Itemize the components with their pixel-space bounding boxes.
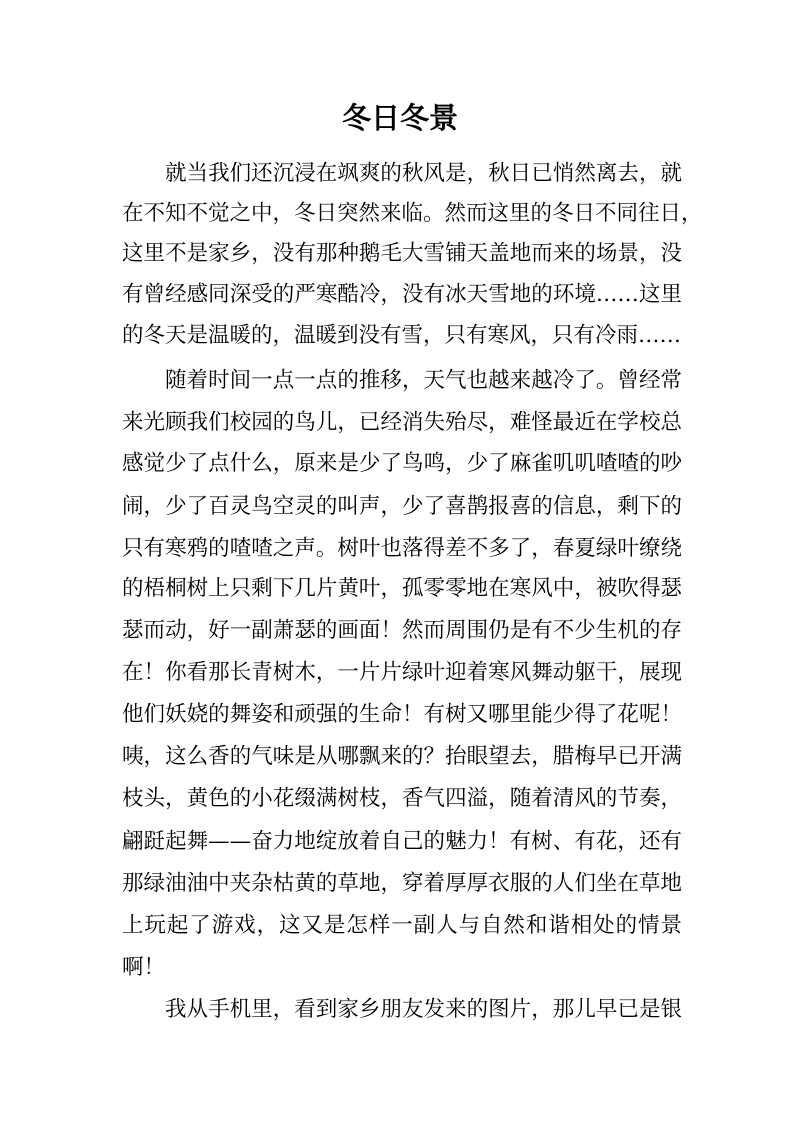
paragraph-1-line-4: 有曾经感同深受的严寒酷冷，没有冰天雪地的环境……这里 (122, 282, 682, 307)
paragraph-2-line-2: 来光顾我们校园的鸟儿，已经消失殆尽，难怪最近在学校总 (122, 410, 682, 435)
paragraph-2-line-3: 感觉少了点什么，原来是少了鸟鸣，少了麻雀叽叽喳喳的吵 (122, 451, 682, 476)
paragraph-2-line-10: 咦，这么香的气味是从哪飘来的？抬眼望去，腊梅早已开满 (122, 744, 682, 769)
paragraph-2-line-14: 上玩起了游戏，这又是怎样一副人与自然和谐相处的情景 (122, 913, 682, 938)
paragraph-2-line-11: 枝头，黄色的小花缀满树枝，香气四溢，随着清风的节奏， (122, 786, 682, 811)
paragraph-1-line-3: 这里不是家乡，没有那种鹅毛大雪铺天盖地而来的场景，没 (122, 241, 682, 266)
paragraph-2-line-4: 闹，少了百灵鸟空灵的叫声，少了喜鹊报喜的信息，剩下的 (122, 494, 682, 519)
paragraph-2-line-6: 的梧桐树上只剩下几片黄叶，孤零零地在寒风中，被吹得瑟 (122, 576, 682, 601)
paragraph-2-line-15: 啊！ (122, 955, 166, 980)
paragraph-1-line-1: 就当我们还沉浸在飒爽的秋风是，秋日已悄然离去，就 (165, 161, 682, 186)
paragraph-1-line-5: 的冬天是温暖的，温暖到没有雪，只有寒风，只有冷雨…… (122, 323, 682, 348)
document-title: 冬日冬景 (341, 101, 458, 135)
paragraph-2-line-5: 只有寒鸦的喳喳之声。树叶也落得差不多了，春夏绿叶缭绕 (122, 536, 682, 561)
paragraph-3-line-1: 我从手机里，看到家乡朋友发来的图片，那儿早已是银 (165, 997, 682, 1022)
paragraph-2-line-12: 翩跹起舞——奋力地绽放着自己的魅力！有树、有花，还有 (122, 829, 682, 854)
paragraph-1-line-2: 在不知不觉之中，冬日突然来临。然而这里的冬日不同往日， (122, 201, 703, 226)
paragraph-2-line-8: 在！你看那长青树木，一片片绿叶迎着寒风舞动躯干，展现 (122, 660, 682, 685)
paragraph-2-line-1: 随着时间一点一点的推移，天气也越来越冷了。曾经常 (165, 368, 682, 393)
paragraph-2-line-9: 他们妖娆的舞姿和顽强的生命！有树又哪里能少得了花呢！ (122, 702, 682, 727)
paragraph-2-line-13: 那绿油油中夹杂枯黄的草地，穿着厚厚衣服的人们坐在草地 (122, 871, 682, 896)
paragraph-2-line-7: 瑟而动，好一副萧瑟的画面！然而周围仍是有不少生机的存 (122, 618, 682, 643)
